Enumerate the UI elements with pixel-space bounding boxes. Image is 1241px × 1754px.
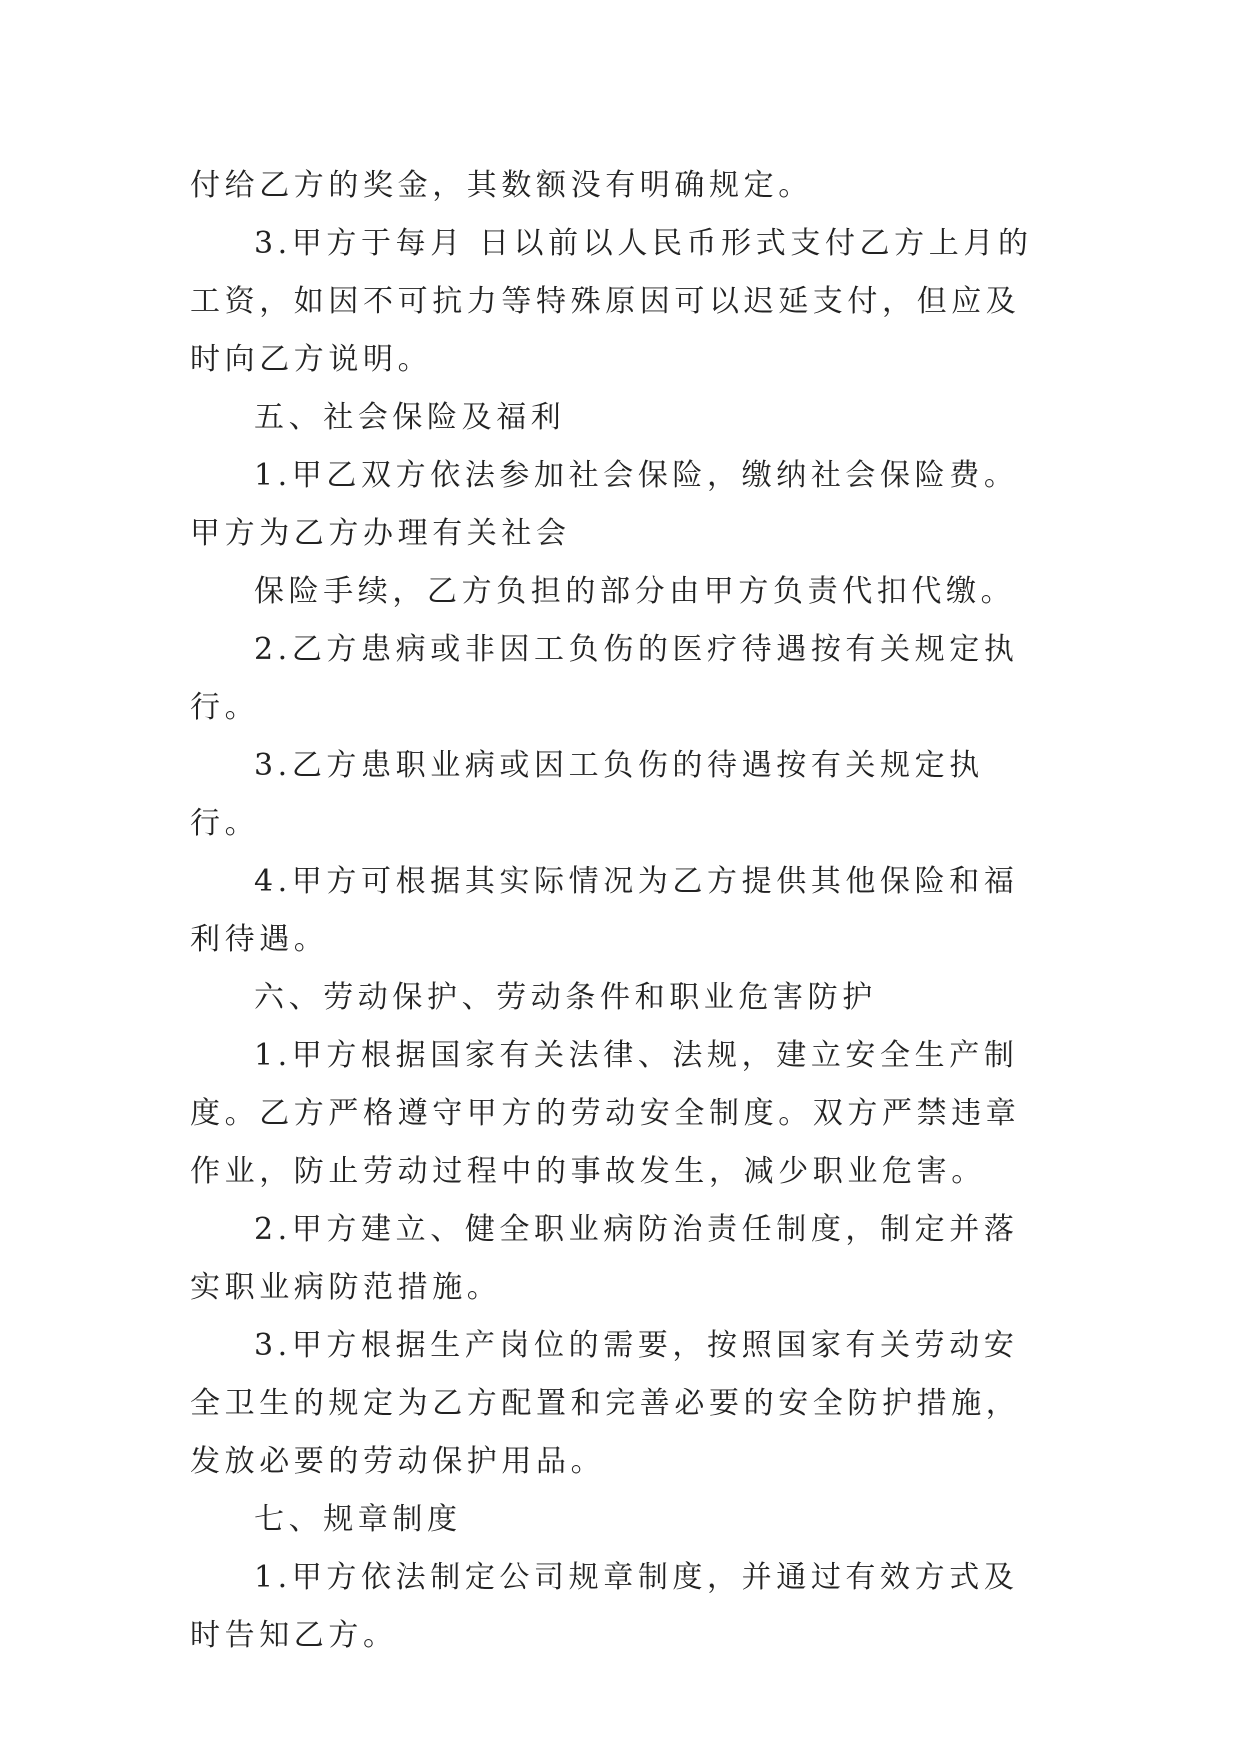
paragraph-bonus-continuation: 付给乙方的奖金，其数额没有明确规定。 [190,168,813,203]
paragraph-social-insurance-2: 2.乙方患病或非因工负伤的医疗待遇按有关规定执行。 [190,632,1019,725]
paragraph-labor-protection-3: 3.甲方根据生产岗位的需要，按照国家有关劳动安全卫生的规定为乙方配置和完善必要的安全防护措施，发放必要的劳动保护用品。 [190,1328,1021,1479]
paragraph-social-insurance-4: 4.甲方可根据其实际情况为乙方提供其他保险和福利待遇。 [190,864,1019,957]
paragraph-rules-1: 1.甲方依法制定公司规章制度，并通过有效方式及时告知乙方。 [190,1560,1019,1653]
section-heading-labor-protection: 六、劳动保护、劳动条件和职业危害防护 [254,980,877,1015]
paragraph-social-insurance-1-cont: 保险手续，乙方负担的部分由甲方负责代扣代缴。 [254,574,1016,609]
section-heading-rules: 七、规章制度 [254,1502,462,1537]
paragraph-wage-payment: 3.甲方于每月 日以前以人民币形式支付乙方上月的工资，如因不可抗力等特殊原因可以迟延支付，但应及时向乙方说明。 [190,226,1033,377]
paragraph-social-insurance-3: 3.乙方患职业病或因工负伤的待遇按有关规定执行。 [190,748,984,841]
paragraph-social-insurance-1: 1.甲乙双方依法参加社会保险，缴纳社会保险费。甲方为乙方办理有关社会 [190,458,1019,551]
document-body [190,157,1050,1665]
section-heading-social-insurance: 五、社会保险及福利 [254,400,566,435]
paragraph-labor-protection-2: 2.甲方建立、健全职业病防治责任制度，制定并落实职业病防范措施。 [190,1212,1019,1305]
paragraph-labor-protection-1: 1.甲方根据国家有关法律、法规，建立安全生产制度。乙方严格遵守甲方的劳动安全制度。双方严禁违章作业，防止劳动过程中的事故发生，减少职业危害。 [190,1038,1021,1189]
